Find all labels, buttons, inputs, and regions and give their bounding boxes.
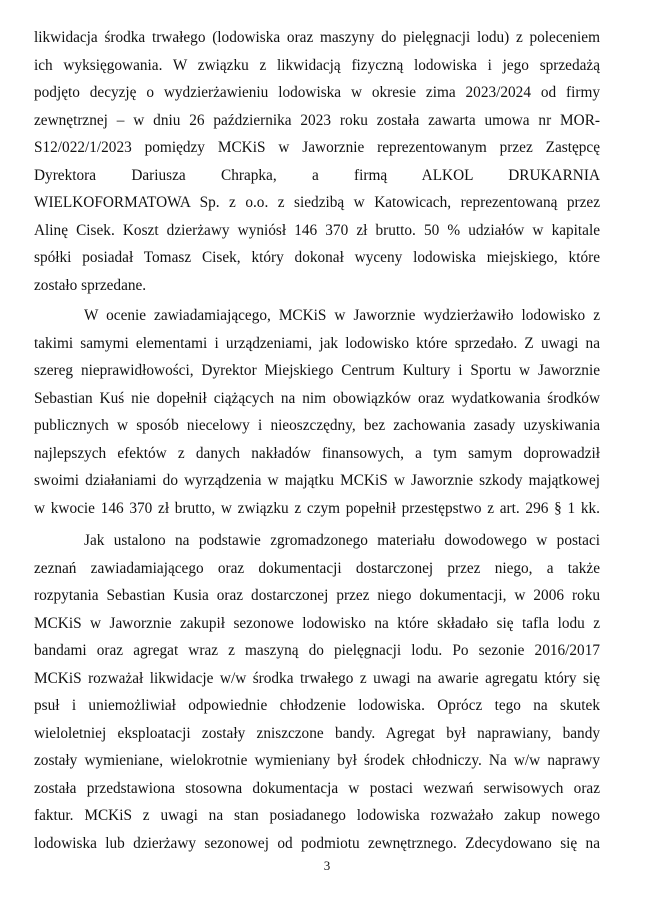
text-line: wieloletniej eksploatacji zostały zniszczone bandy. Agregat był naprawiany, bandy [34,724,600,742]
text-line: lodowiska lub dzierżawy sezonowej od podmiotu zewnętrznego. Zdecydowano się na [34,834,600,852]
text-line: zeznań zawiadamiającego oraz dokumentacji dostarczonej przez niego, a także [34,559,600,577]
text-line: W ocenie zawiadamiającego, MCKiS w Jaworznie wydzierżawiło lodowisko z [84,307,600,324]
text-line: Sebastian Kuś nie dopełnił ciążących na nim obowiązków oraz wydatkowania środków [34,389,600,407]
text-line: Jak ustalono na podstawie zgromadzonego materiału dowodowego w postaci [84,532,600,549]
text-line: likwidacja środka trwałego (lodowiska oraz maszyny do pielęgnacji lodu) z poleceniem [34,29,600,46]
text-line: została przedstawiona stosowna dokumentacja w postaci wezwań serwisowych oraz [34,779,600,797]
text-line: podjęto decyzję o wydzierżawieniu lodowiska w okresie zima 2023/2024 od firmy [34,84,600,101]
text-line: zostały wymieniane, wielokrotnie wymieniany był środek chłodniczy. Na w/w naprawy [34,752,600,769]
text-line: takimi samymi elementami i urządzeniami, jak lodowisko które sprzedało. Z uwagi na [34,334,600,352]
text-line: psuł i uniemożliwiał odpowiednie chłodzenie lodowiska. Oprócz tego na skutek [34,697,600,714]
text-line: swoimi działaniami do wyrządzenia w majątku MCKiS w Jaworznie szkody majątkowej [34,472,600,489]
text-line: publicznych w sposób niecelowy i nieoszczędny, bez zachowania zasady uzyskiwania [34,417,600,434]
text-line: Alinę Cisek. Koszt dzierżawy wyniósł 146 370 zł brutto. 50 % udziałów w kapitale [34,221,600,239]
text-line: rozpytania Sebastian Kusia oraz dostarczonej przez niego dokumentacji, w 2006 roku [34,587,600,604]
text-line: faktur. MCKiS z uwagi na stan posiadanego lodowiska rozważało zakup nowego [34,807,600,824]
text-line: S12/022/1/2023 pomiędzy MCKiS w Jaworznie reprezentowanym przez Zastępcę [34,139,600,156]
text-line: spółki posiadał Tomasz Cisek, który dokonał wyceny lodowiska miejskiego, które [34,249,600,266]
text-line: szereg nieprawidłowości, Dyrektor Miejskiego Centrum Kultury i Sportu w Jaworznie [34,362,600,379]
text-line: w kwocie 146 370 zł brutto, w związku z czym popełnił przestępstwo z art. 296 § 1 kk. [34,499,600,517]
text-line: ich wyksięgowania. W związku z likwidacją fizyczną lodowiska i jego sprzedażą [34,56,600,74]
text-line: WIELKOFORMATOWA Sp. z o.o. z siedzibą w Katowicach, reprezentowaną przez [34,194,600,211]
text-line: zostało sprzedane. [34,276,147,294]
text-line: bandami oraz agregat wraz z maszyną do pielęgnacji lodu. Po sezonie 2016/2017 [34,642,600,659]
text-line: najlepszych efektów z danych nakładów finansowych, a tym samym doprowadził [34,444,600,462]
text-line: Dyrektora Dariusza Chrapka, a firmą ALKOL DRUKARNIA [34,166,600,184]
paragraph-3 [34,527,600,857]
text-line: MCKiS rozważał likwidacje w/w środka trwałego z uwagi na awarie agregatu który się [34,669,600,687]
paragraph-2 [34,302,600,522]
text-line: MCKiS w Jaworznie zakupił sezonowe lodowisko na które składało się tafla lodu z [34,614,600,632]
text-line: zewnętrznej – w dniu 26 października 2023 roku została zawarta umowa nr MOR- [34,111,600,129]
paragraph-1 [34,24,600,299]
page-number: 3 [323,858,331,873]
